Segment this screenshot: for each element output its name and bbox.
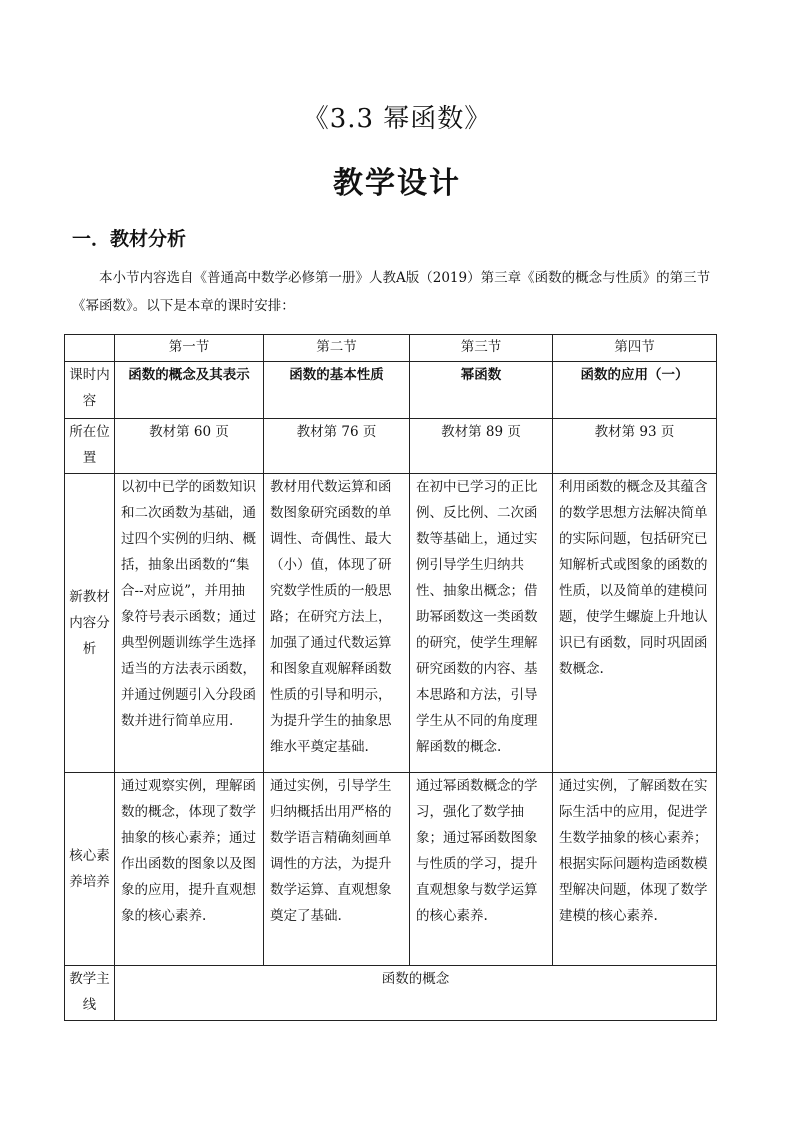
table-cell: 教材第 76 页 [264,419,410,474]
table-cell: 函数的基本性质 [264,362,410,419]
lesson-schedule-table [64,334,717,1021]
row-label: 教学主线 [65,966,115,1021]
table-row [65,773,717,966]
table-row [65,362,717,419]
table-cell: 通过实例，了解函数在实际生活中的应用，促进学生数学抽象的核心素养；根据实际问题构造函数模型解决问题，体现了数学建模的核心素养. [553,773,717,966]
header-corner-cell [65,335,115,362]
table-cell: 教材第 89 页 [410,419,553,474]
table-cell-merged: 函数的概念 [115,966,717,1021]
table-cell: 教材用代数运算和函数图象研究函数的单调性、奇偶性、最大（小）值，体现了研究数学性质的一般思路；在研究方法上，加强了通过代数运算和图象直观解释函数性质的引导和明示，为提升学生的抽象思维水平奠定基础. [264,474,410,773]
column-header: 第一节 [115,335,264,362]
table-cell: 通过实例，引导学生归纳概括出用严格的数学语言精确刻画单调性的方法，为提升数学运算、直观想象奠定了基础. [264,773,410,966]
table-row [65,966,717,1021]
column-header: 第三节 [410,335,553,362]
table-cell: 教材第 60 页 [115,419,264,474]
table-cell: 在初中已学习的正比例、反比例、二次函数等基础上，通过实例引导学生归纳共性、抽象出概念；借助幂函数这一类函数的研究，使学生理解研究函数的内容、基本思路和方法，引导学生从不同的角度理解函数的概念. [410,474,553,773]
table-cell: 通过观察实例，理解函数的概念，体现了数学抽象的核心素养；通过作出函数的图象以及图象的应用，提升直观想象的核心素养. [115,773,264,966]
row-label: 新教材内容分析 [65,474,115,773]
row-label: 所在位置 [65,419,115,474]
intro-paragraph: 本小节内容选自《普通高中数学必修第一册》人教A版（2019）第三章《函数的概念与性质》的第三节《幂函数》。以下是本章的课时安排： [72,270,711,314]
table-cell: 幂函数 [410,362,553,419]
table-row [65,419,717,474]
row-label: 课时内容 [65,362,115,419]
table-row [65,474,717,773]
table-header-row [65,335,717,362]
row-label: 核心素养培养 [65,773,115,966]
table-cell: 通过幂函数概念的学习，强化了数学抽象；通过幂函数图象与性质的学习，提升直观想象与数学运算的核心素养. [410,773,553,966]
table-cell: 利用函数的概念及其蕴含的数学思想方法解决简单的实际问题，包括研究已知解析式或图象的函数的性质，以及简单的建模问题，使学生螺旋上升地认识已有函数，同时巩固函数概念. [553,474,717,773]
document-subtitle: 教学设计 [333,166,461,201]
column-header: 第四节 [553,335,717,362]
table-cell: 以初中已学的函数知识和二次函数为基础，通过四个实例的归纳、概括，抽象出函数的“集合--对应说”，并用抽象符号表示函数；通过典型例题训练学生选择适当的方法表示函数，并通过例题引入分段函数并进行简单应用. [115,474,264,773]
table-cell: 教材第 93 页 [553,419,717,474]
table-cell: 函数的应用（一） [553,362,717,419]
column-header: 第二节 [264,335,410,362]
table-cell: 函数的概念及其表示 [115,362,264,419]
document-title: 《3.3 幂函数》 [302,104,492,134]
section-heading: 一．教材分析 [72,228,187,250]
